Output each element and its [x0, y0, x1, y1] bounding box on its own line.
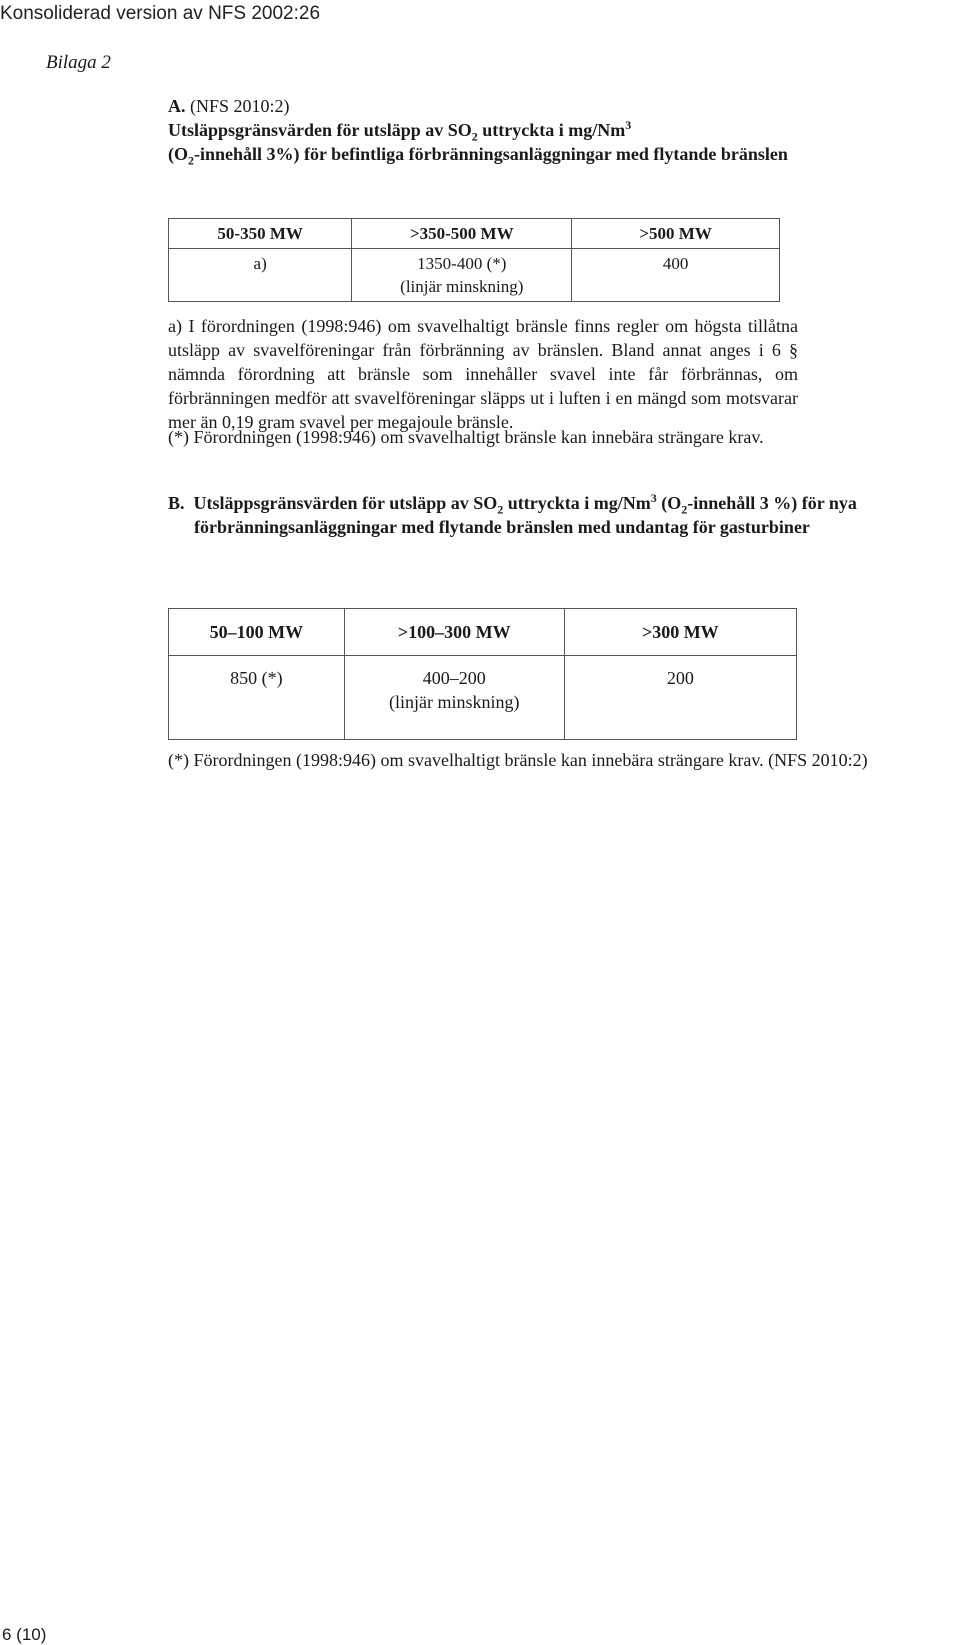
- section-b-title-text1: Utsläppsgränsvärden för utsläpp av SO: [193, 493, 498, 513]
- table-cell: 400: [572, 249, 780, 302]
- table-cell: 200: [564, 656, 796, 740]
- section-a-sub1: 2: [471, 129, 478, 144]
- table-header-row: [169, 219, 780, 249]
- table-cell-line: (linjär minskning): [400, 277, 524, 296]
- table-header-row: [169, 609, 797, 656]
- table-cell: [352, 249, 572, 302]
- section-b-heading: [168, 491, 874, 539]
- table-header-cell: >100–300 MW: [344, 609, 564, 656]
- section-b-footnote: (*) Förordningen (1998:946) om svavelhaltigt bränsle kan innebära strängare krav. (NFS 2010:2): [168, 750, 868, 770]
- document-header: Konsoliderad version av NFS 2002:26: [0, 3, 321, 24]
- table-cell: 850 (*): [169, 656, 345, 740]
- section-b-table: [168, 608, 797, 740]
- appendix-label: Bilaga 2: [46, 52, 111, 73]
- section-a-table: [168, 218, 780, 302]
- section-a-title-text2: uttryckta i mg/Nm: [477, 120, 626, 140]
- table-cell-line: (linjär minskning): [388, 692, 520, 712]
- table-row: [169, 249, 780, 302]
- table-header-cell: 50-350 MW: [169, 219, 352, 249]
- section-a-heading: [168, 94, 928, 166]
- table-row: [169, 656, 797, 740]
- section-b-title-text3: (O: [656, 493, 682, 513]
- section-b-sub1: 2: [497, 502, 504, 517]
- section-a-title-text3: (O: [168, 144, 188, 164]
- table-cell: [344, 656, 564, 740]
- section-b-sup1: 3: [650, 491, 657, 505]
- table-header-cell: >500 MW: [572, 219, 780, 249]
- section-b-letter: B.: [168, 493, 185, 513]
- table-header-cell: 50–100 MW: [169, 609, 345, 656]
- section-a-note-star: (*) Förordningen (1998:946) om svavelhaltigt bränsle kan innebära strängare krav.: [168, 427, 764, 447]
- table-cell-line: 400–200: [422, 668, 486, 688]
- table-header-cell: >300 MW: [564, 609, 796, 656]
- section-a-title: [168, 118, 928, 166]
- section-a-sub2: 2: [188, 153, 194, 168]
- section-a-ref: (NFS 2010:2): [190, 96, 290, 116]
- section-a-ref-line: [168, 94, 928, 118]
- section-a-title-text4: -innehåll 3%) för befintliga förbränningsanläggningar med flytande bränslen: [194, 144, 788, 164]
- table-cell-line: 1350-400 (*): [417, 254, 507, 273]
- page-number: 6 (10): [2, 1625, 47, 1644]
- table-cell: a): [169, 249, 352, 302]
- section-b-title-text2: uttryckta i mg/Nm: [503, 493, 651, 513]
- section-b-sub2: 2: [681, 502, 688, 517]
- section-b-title-text4: -innehåll 3 %) för nya förbränningsanläggningar med flytande bränslen med undantag för gasturbiner: [194, 493, 857, 537]
- section-a-title-text1: Utsläppsgränsvärden för utsläpp av SO: [168, 120, 472, 140]
- section-a-note-a: a) I förordningen (1998:946) om svavelhaltigt bränsle finns regler om högsta tillåtna utsläpp av svavelföreningar från förbränning av bränslen. Bland annat anges i 6 § nämnda förordning att bränsle som innehåller svavel inte får förbrännas, om förbränningen medför att svavelföreningar släpps ut i luften i en mängd som motsvarar mer än 0,19 gram svavel per megajoule bränsle.: [168, 316, 798, 432]
- section-a-sup1: 3: [625, 118, 632, 132]
- section-a-letter: A.: [168, 96, 186, 116]
- table-header-cell: >350-500 MW: [352, 219, 572, 249]
